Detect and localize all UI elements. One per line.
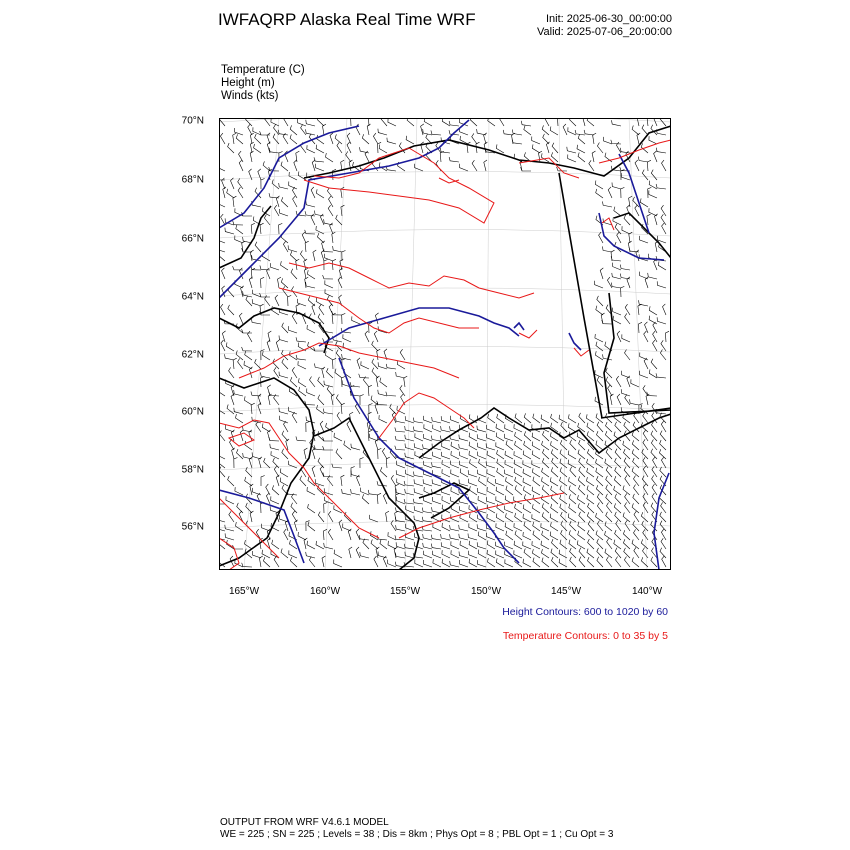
lon-label-155: 155°W — [389, 586, 421, 597]
lon-label-145: 145°W — [550, 586, 582, 597]
lat-label-66: 66°N — [181, 233, 204, 245]
field-list — [221, 64, 305, 103]
map-panel — [219, 118, 671, 570]
footer-config: WE = 225 ; SN = 225 ; Levels = 38 ; Dis = 8km ; Phys Opt = 8 ; PBL Opt = 1 ; Cu Opt = 3 — [220, 829, 614, 840]
lat-label-58: 58°N — [181, 464, 204, 476]
footer-model: OUTPUT FROM WRF V4.6.1 MODEL — [220, 817, 389, 828]
map-background — [219, 118, 671, 570]
lon-label-140: 140°W — [631, 586, 663, 597]
height-contour-note: Height Contours: 600 to 1020 by 60 — [502, 606, 668, 618]
lon-label-150: 150°W — [470, 586, 502, 597]
field-temperature: Temperature (C) — [221, 64, 305, 76]
init-time: Init: 2025-06-30_00:00:00 — [546, 13, 672, 25]
lat-label-64: 64°N — [181, 291, 204, 303]
lon-label-160: 160°W — [309, 586, 341, 597]
lat-label-68: 68°N — [181, 174, 204, 186]
temperature-contour-note: Temperature Contours: 0 to 35 by 5 — [502, 630, 668, 642]
map-title: IWFAQRP Alaska Real Time WRF — [218, 10, 476, 29]
lat-label-60: 60°N — [181, 406, 204, 418]
lat-label-70: 70°N — [181, 115, 204, 127]
field-height: Height (m) — [221, 77, 275, 89]
field-winds: Winds (kts) — [221, 90, 279, 102]
lon-label-165: 165°W — [228, 586, 260, 597]
valid-time: Valid: 2025-07-06_20:00:00 — [537, 26, 672, 38]
lat-label-56: 56°N — [181, 521, 204, 533]
init-valid-times — [537, 13, 672, 39]
lat-label-62: 62°N — [181, 349, 204, 361]
model-footer — [220, 817, 613, 841]
